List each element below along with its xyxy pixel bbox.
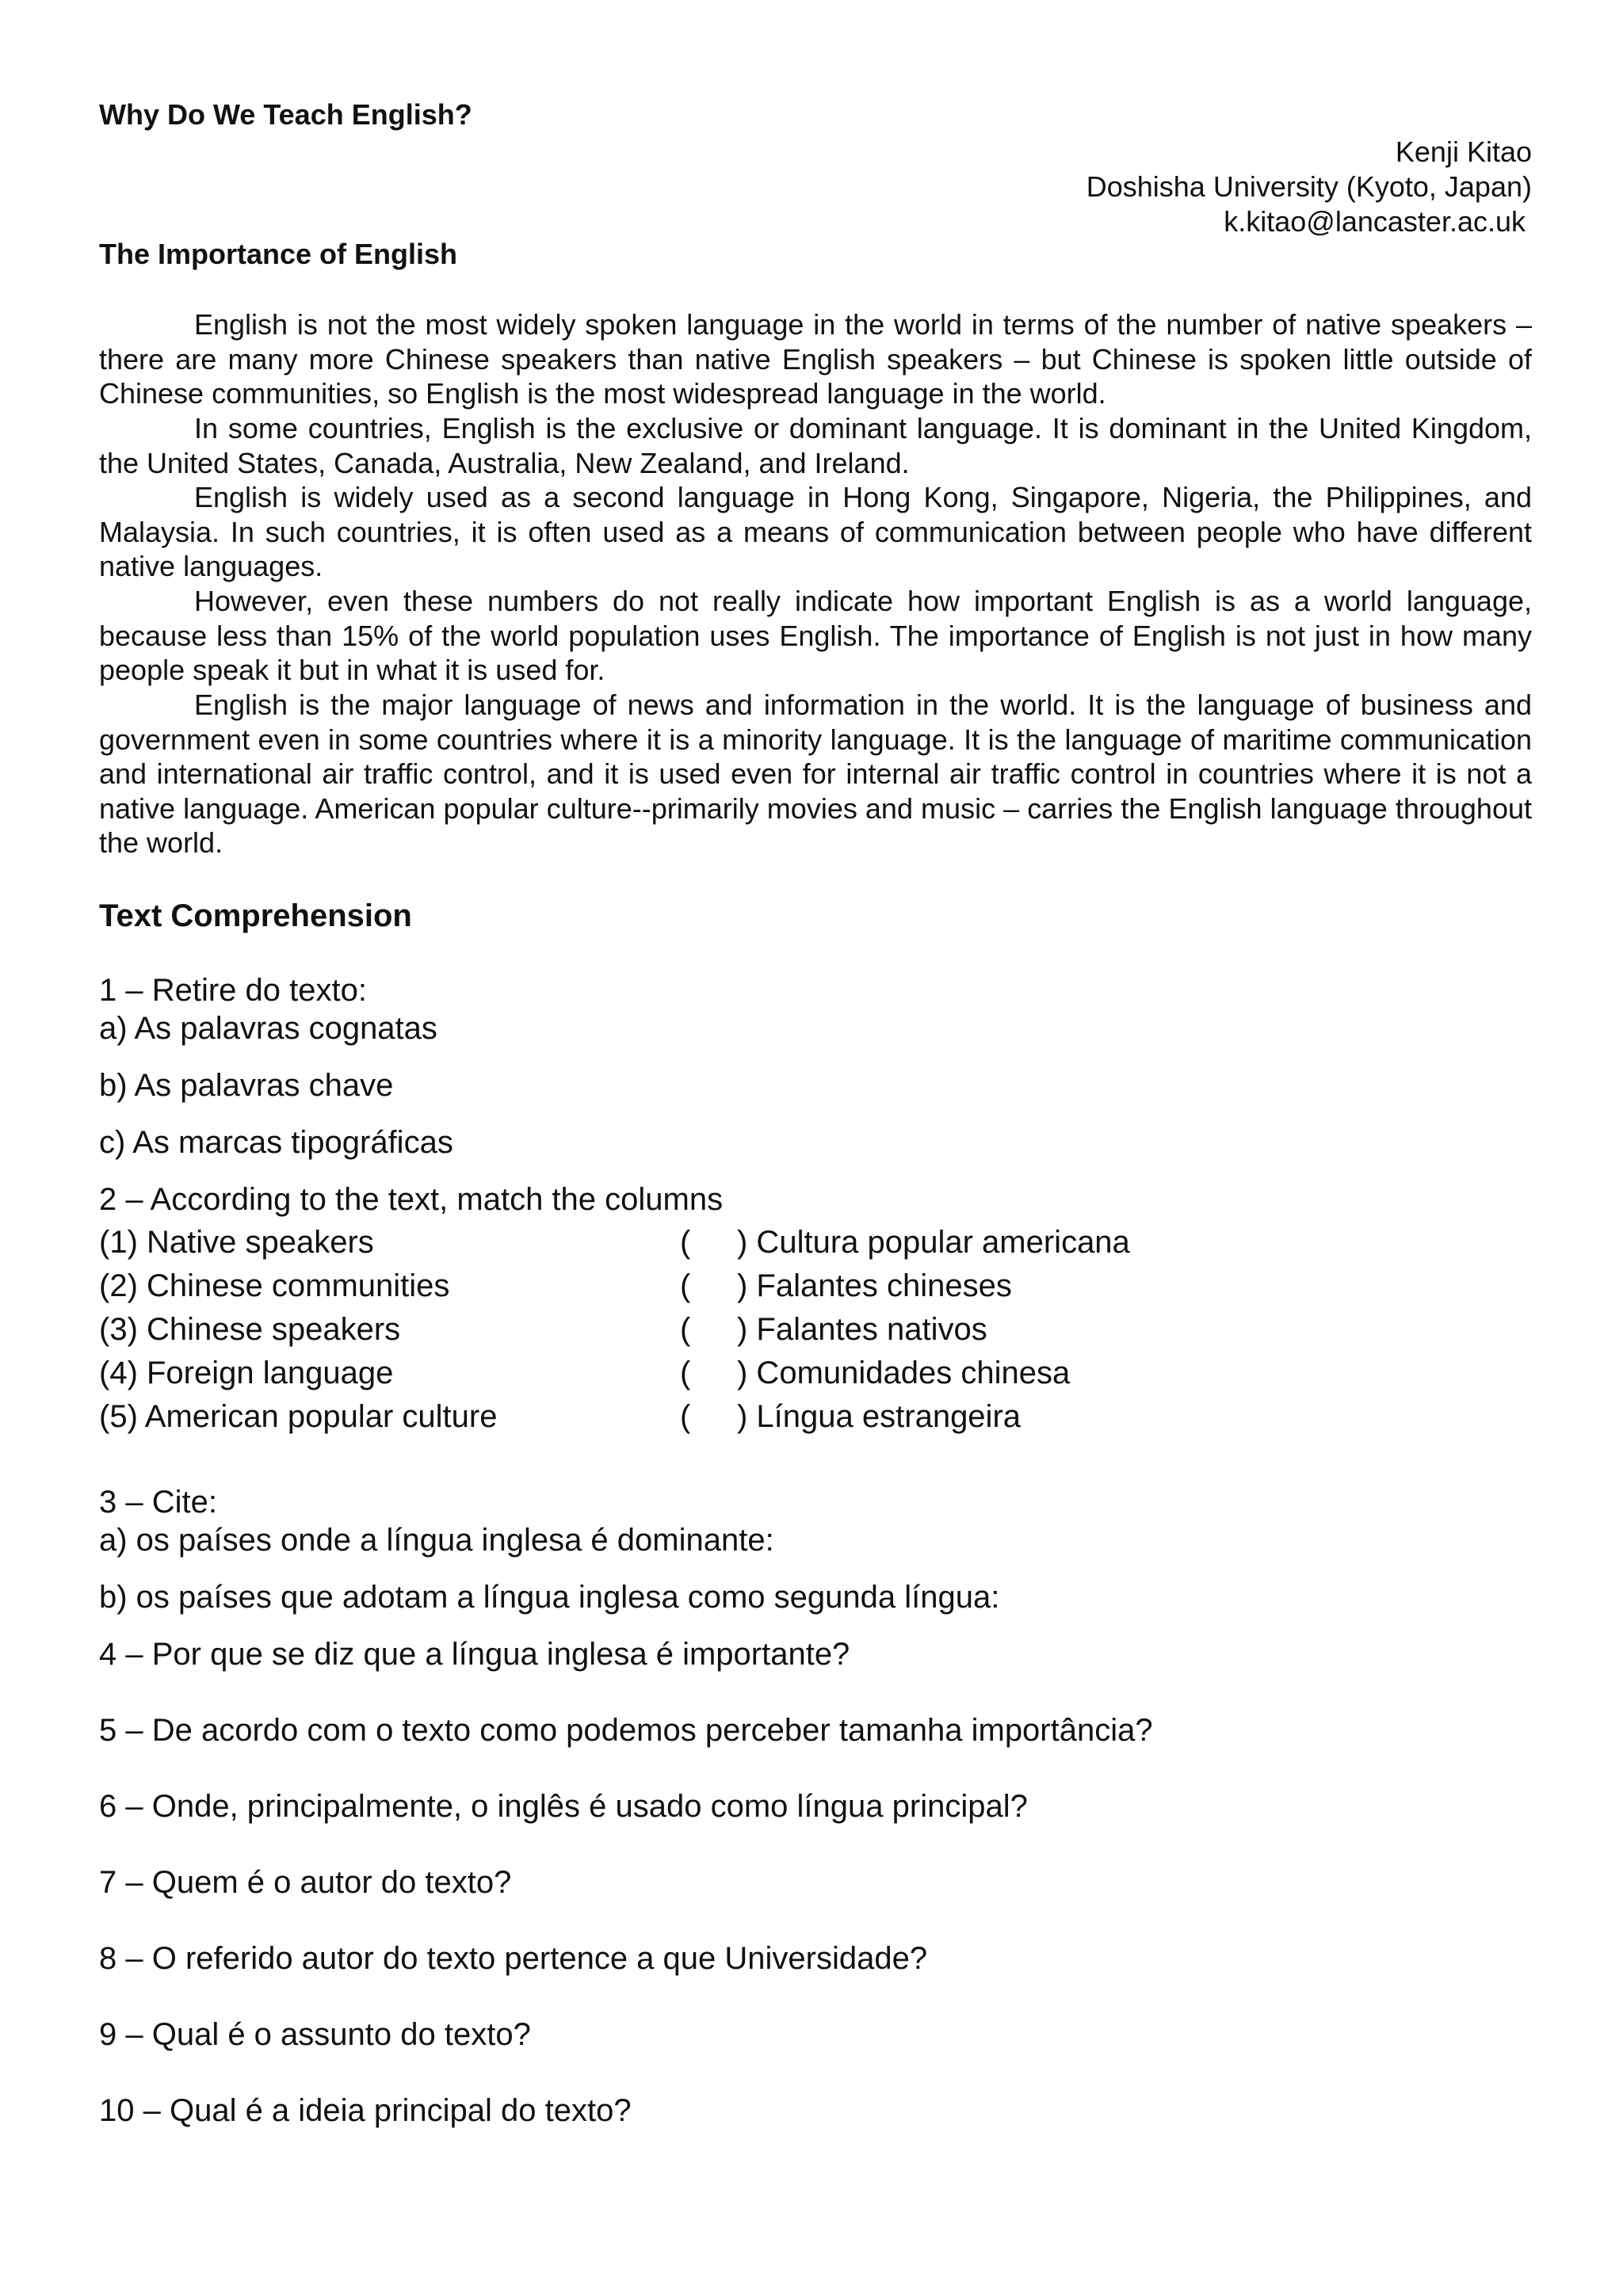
- match-paren-5: (: [680, 1399, 691, 1434]
- question-9: 9 – Qual é o assunto do texto?: [99, 2017, 531, 2052]
- question-7: 7 – Quem é o autor do texto?: [99, 1865, 512, 1900]
- question-4: 4 – Por que se diz que a língua inglesa é importante?: [99, 1637, 850, 1672]
- match-paren-2: (: [680, 1268, 691, 1303]
- section-title: The Importance of English: [99, 238, 458, 270]
- question-10: 10 – Qual é a ideia principal do texto?: [99, 2093, 632, 2128]
- match-left-4: (4) Foreign language: [99, 1356, 394, 1390]
- author-affiliation: Doshisha University (Kyoto, Japan): [1086, 170, 1532, 203]
- paragraph-2: In some countries, English is the exclusive or dominant language. It is dominant in the United Kingdom, the United States, Canada, Australia, New Zealand, and Ireland.: [99, 412, 1532, 479]
- question-5: 5 – De acordo com o texto como podemos perceber tamanha importância?: [99, 1713, 1153, 1748]
- match-right-2: ) Falantes chineses: [737, 1268, 1012, 1303]
- document-title: Why Do We Teach English?: [99, 98, 472, 131]
- match-right-4: ) Comunidades chinesa: [737, 1356, 1071, 1390]
- document-page: [99, 0, 1532, 2296]
- match-paren-4: (: [680, 1356, 691, 1390]
- paragraph-1: English is not the most widely spoken language in the world in terms of the number of native speakers – there are many more Chinese speakers than native English speakers – but Chinese is spoken little outside of Chinese communities, so English is the most widespread language in the world.: [99, 308, 1532, 410]
- question-2-prompt: 2 – According to the text, match the columns: [99, 1182, 724, 1217]
- paragraph-4: However, even these numbers do not really indicate how important English is as a world language, because less than 15% of the world population uses English. The importance of English is not just in how many people speak it but in what it is used for.: [99, 585, 1532, 687]
- paragraph-3: English is widely used as a second language in Hong Kong, Singapore, Nigeria, the Philippines, and Malaysia. In such countries, it is often used as a means of communication between people who have different native languages.: [99, 481, 1532, 583]
- question-3-b: b) os países que adotam a língua inglesa como segunda língua:: [99, 1580, 1000, 1615]
- match-right-3: ) Falantes nativos: [737, 1312, 987, 1347]
- question-1-b: b) As palavras chave: [99, 1068, 394, 1103]
- comprehension-title: Text Comprehension: [99, 898, 412, 933]
- paragraph-5: English is the major language of news and information in the world. It is the language of business and government even in some countries where it is a minority language. It is the language of maritime communication and international air traffic control, and it is used even for internal air traffic control in countries where it is not a native language. American popular culture--primarily movies and music – carries the English language throughout the world.: [99, 688, 1532, 860]
- match-right-1: ) Cultura popular americana: [737, 1225, 1130, 1260]
- match-left-5: (5) American popular culture: [99, 1399, 498, 1434]
- question-1-c: c) As marcas tipográficas: [99, 1125, 453, 1160]
- match-paren-1: (: [680, 1225, 691, 1260]
- question-8: 8 – O referido autor do texto pertence a que Universidade?: [99, 1941, 928, 1976]
- question-1-a: a) As palavras cognatas: [99, 1011, 437, 1046]
- question-3-prompt: 3 – Cite:: [99, 1485, 217, 1520]
- match-paren-3: (: [680, 1312, 691, 1347]
- match-left-3: (3) Chinese speakers: [99, 1312, 401, 1347]
- question-3-a: a) os países onde a língua inglesa é dominante:: [99, 1523, 774, 1558]
- question-1-prompt: 1 – Retire do texto:: [99, 973, 367, 1008]
- author-email: k.kitao@lancaster.ac.uk: [1224, 205, 1526, 238]
- match-left-2: (2) Chinese communities: [99, 1268, 450, 1303]
- match-right-5: ) Língua estrangeira: [737, 1399, 1022, 1434]
- match-left-1: (1) Native speakers: [99, 1225, 374, 1260]
- question-6: 6 – Onde, principalmente, o inglês é usado como língua principal?: [99, 1789, 1028, 1824]
- author-name: Kenji Kitao: [1395, 135, 1532, 168]
